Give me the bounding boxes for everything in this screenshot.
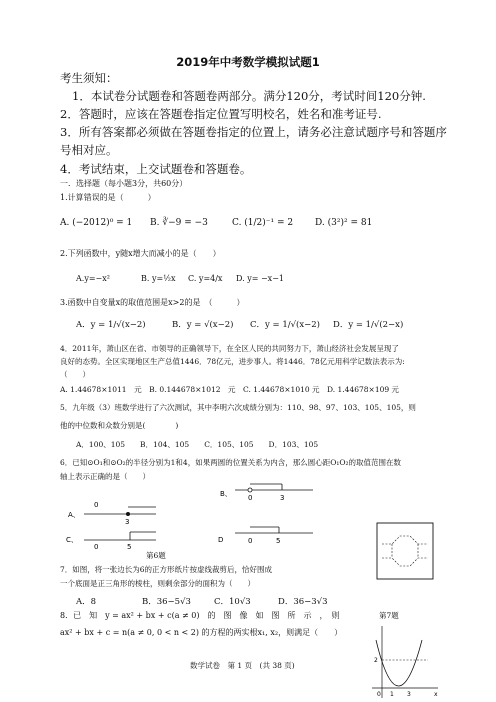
- q6-b-tick-3: 3: [280, 494, 285, 502]
- section-heading: 一．选择题（每小题3分，共60分）: [60, 179, 188, 188]
- q1-option-a: A. (−2012)⁰ = 1: [60, 218, 133, 228]
- q2-option-a: A.y=−x²: [76, 274, 110, 283]
- q7-line-1: 7．如图，将一张边长为6的正方形纸片按虚线裁剪后，恰好围成: [60, 565, 273, 574]
- graph-parabola: [376, 640, 422, 686]
- q6-a-tick-0: 0: [94, 501, 99, 509]
- q6-b-tick-0: 0: [248, 494, 253, 502]
- graph-label-3: 3: [407, 691, 411, 698]
- q3-option-d: D．y = 1/√(2−x): [333, 320, 404, 330]
- page-footer: 数学试卷 第 1 页 (共 38 页): [190, 661, 295, 670]
- q6-c-tick-5: 5: [127, 543, 132, 550]
- notice-item-4: 4．考试结束，上交试题卷和答题卷。: [60, 162, 252, 176]
- q7-option-a: A．8: [76, 597, 97, 607]
- q6-number-line-figure: [58, 480, 318, 550]
- q6-a-point: [126, 512, 130, 516]
- q3-stem: 3.函数中自变量x的取值范围是x>2的是 （ ）: [60, 298, 245, 307]
- q6-label-d: D: [218, 536, 224, 544]
- graph-label-x: x: [434, 691, 438, 698]
- q2-option-d: D. y= −x−1: [236, 274, 284, 283]
- q4-line-1: 4．2011年，萧山区在省、市领导的正确领导下，在全区人民的共同努力下，萧山经济社会发展呈现了: [60, 344, 399, 353]
- q7-option-b: B．36−5√3: [142, 597, 191, 607]
- q1-option-b: B. ∛−9 = −3: [150, 218, 208, 228]
- q4-line-2: 良好的态势。全区实现地区生产总值1446．78亿元，进步事人。将1446．78亿元用科学记数法表示为:: [60, 357, 405, 366]
- q7-cut-top: [382, 536, 428, 544]
- q6-line-1: 6．已知⊙O₁和⊙O₂的半径分别为1和4，如果两圆的位置关系为内含，那么圆心距O₁O₂的取值范围在数: [60, 458, 402, 467]
- q7-square-figure: [376, 522, 434, 580]
- q6-d-tick-0: 0: [248, 537, 253, 545]
- q3-option-c: C．y = 1/√(x−2): [250, 320, 320, 330]
- q2-option-b: B. y=½x: [141, 274, 176, 283]
- q7-option-c: C．10√3: [214, 597, 251, 607]
- notice-item-3: 3．所有答案都必须做在答题卷指定的位置上，请务必注意试题序号和答题序: [60, 125, 447, 139]
- q8-line-2: ax² + bx + c = n(a ≠ 0, 0 < n < 2) 的方程的两实根x₁, x₂，则满足（ ）: [60, 628, 343, 637]
- q6-label-c: C、: [66, 536, 78, 544]
- q8-line-1: 8．已 知 y = ax² + bx + c(a ≠ 0) 的 图 像 如 图 所 示 ， 则: [60, 611, 340, 620]
- q6-d-tick-5: 5: [276, 537, 281, 545]
- q5-options: A．100、105 B．104、105 C．105、105 D．103、105: [76, 440, 319, 449]
- q1-option-d: D. (3²)² = 81: [315, 218, 373, 228]
- q6-label-a: A、: [68, 511, 80, 519]
- fig6-caption: 第6题: [146, 551, 166, 560]
- q6-label-b: B、: [220, 490, 232, 498]
- q2-stem: 2.下列函数中，y随x增大而减小的是（ ）: [60, 249, 221, 258]
- q4-options: A. 1.44678×1011 元 B. 0.144678×1012 元 C. 1.44678×1010 元 D. 1.44678×109 元: [60, 385, 400, 394]
- q1-option-c: C. (1/2)⁻¹ = 2: [232, 218, 294, 228]
- q7-line-2: 一个底面是正三角形的棱柱，则剩余部分的面积为（ ）: [60, 579, 255, 588]
- q2-option-c: C. y=4/x: [188, 274, 223, 283]
- notice-item-1: 1．本试卷分试题卷和答题卷两部分。满分120分，考试时间120分钟.: [72, 89, 426, 103]
- q3-option-b: B．y = √(x−2): [172, 320, 234, 330]
- q7-option-d: D．36−3√3: [278, 597, 328, 607]
- q4-line-3: （ ）: [60, 370, 90, 379]
- q6-c-tick-0: 0: [94, 543, 99, 550]
- graph-label-1: 1: [390, 691, 394, 698]
- q5-line-2: 他的中位数和众数分别是( ): [60, 421, 179, 430]
- graph-label-0: 0: [377, 691, 381, 698]
- notice-item-3-cont: 号相对应。: [60, 143, 118, 157]
- q6-a-tick-3: 3: [125, 518, 130, 526]
- q3-option-a: A．y = 1/√(x−2): [76, 320, 146, 330]
- q6-b-point: [248, 488, 252, 492]
- q7-cut-bottom: [382, 558, 428, 566]
- notice-item-2: 2．答题时，应该在答题卷指定位置写明校名，姓名和准考证号.: [60, 107, 382, 121]
- q1-stem: 1.计算错误的是（ ）: [60, 193, 156, 202]
- q8-parabola-graph: [368, 622, 440, 700]
- q7-square: [377, 523, 433, 579]
- graph-label-2: 2: [374, 657, 378, 664]
- fig7-caption: 第7题: [379, 611, 399, 620]
- page-title: 2019年中考数学模拟试题1: [176, 55, 320, 69]
- notice-heading: 考生须知：: [60, 71, 118, 85]
- q6-line-2: 轴上表示正确的是（ ）: [60, 472, 150, 481]
- q5-line-1: 5．九年级（3）班数学进行了六次测试，其中李明六次成绩分别为：110、98、97、103、105、105，则: [60, 403, 416, 412]
